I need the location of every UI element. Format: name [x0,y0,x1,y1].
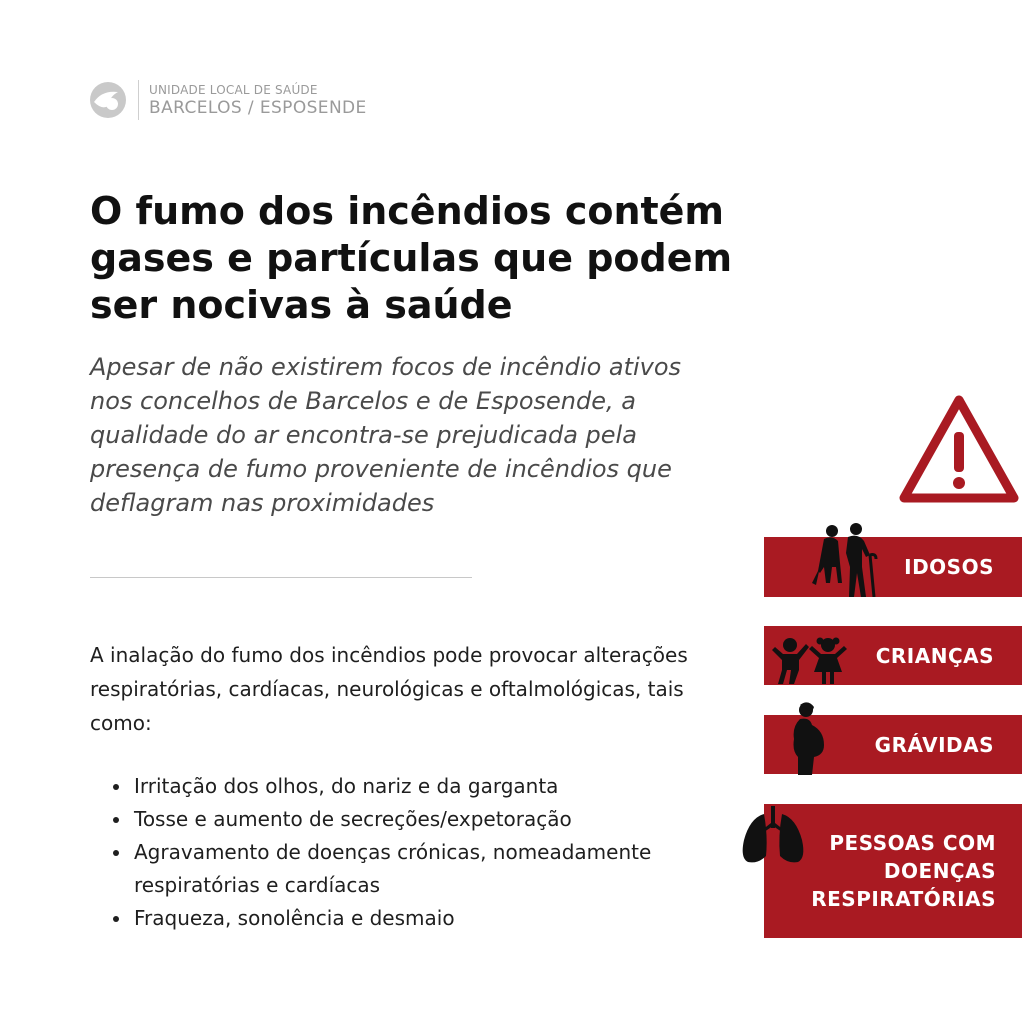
logo [88,78,367,122]
warning-triangle-icon [896,392,1022,508]
logo-text [149,83,367,118]
risk-group-pregnant [764,715,1022,774]
list-item: • Tosse e aumento de secreções/expetoração [132,803,752,836]
risk-label: CRIANÇAS [875,643,994,668]
page-title: O fumo dos incêndios contém gases e partículas que podem ser nocivas à saúde [90,189,733,327]
list-item: • Agravamento de doenças crónicas, nomeadamente respiratórias e cardíacas [132,836,752,902]
risk-label: GRÁVIDAS [874,732,994,757]
divider [90,577,472,578]
list-item: • Irritação dos olhos, do nariz e da garganta [132,770,752,803]
intro-text: A inalação do fumo dos incêndios pode provocar alterações respiratórias, cardíacas, neurológicas e oftalmológicas, tais como: [90,643,688,735]
logo-line-2: BARCELOS / ESPOSENDE [149,97,367,118]
children-icon [770,636,848,684]
pregnant-woman-icon [788,701,832,775]
elderly-couple-icon [810,523,880,597]
subtitle: Apesar de não existirem focos de incêndio ativos nos concelhos de Barcelos e de Esposende, a qualidade do ar encontra-se prejudicada pela presença de fumo proveniente de incêndios que deflagram nas proximidades [90,353,682,517]
risk-group-respiratory [764,804,1022,938]
risk-group-elderly [764,537,1022,597]
symptom-list [110,770,752,935]
list-item: • Fraqueza, sonolência e desmaio [132,902,752,935]
risk-label: IDOSOS [904,555,994,579]
risk-group-children [764,626,1022,685]
logo-line-1: UNIDADE LOCAL DE SAÚDE [149,82,318,97]
logo-divider [138,80,139,120]
risk-label: PESSOAS COM DOENÇAS RESPIRATÓRIAS [811,831,996,911]
ulsbe-logo-icon [88,80,128,120]
